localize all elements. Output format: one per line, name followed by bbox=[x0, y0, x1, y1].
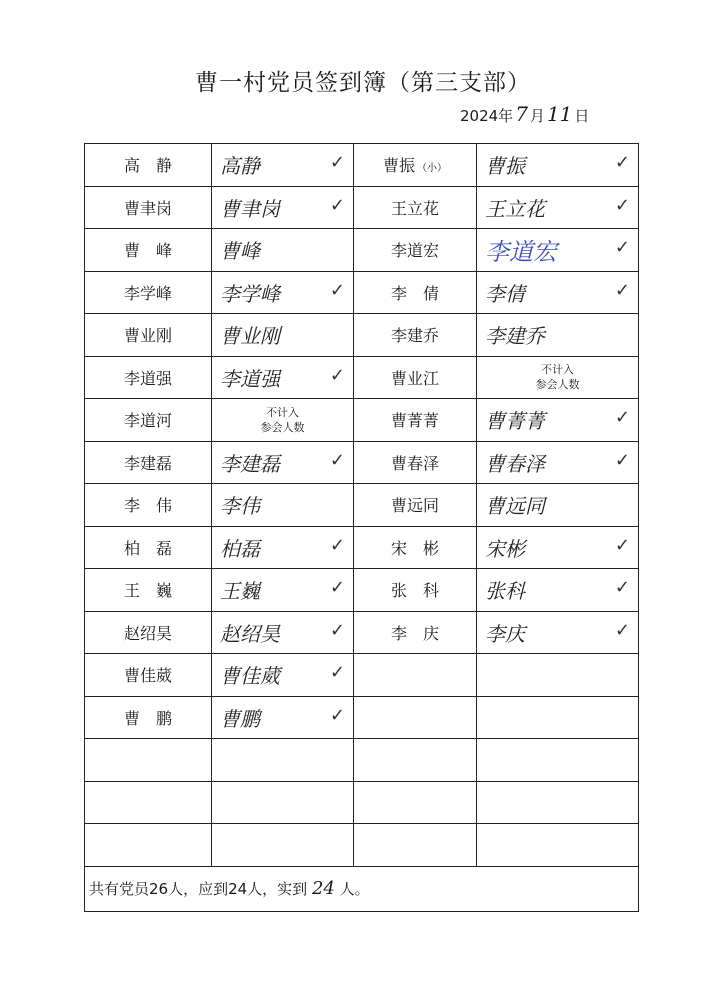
signature-cell bbox=[477, 739, 639, 782]
summary-attended-handwritten: 24 bbox=[311, 878, 335, 899]
signature-cell bbox=[477, 824, 639, 867]
member-name: 曹振 bbox=[382, 156, 415, 176]
handwritten-signature: 李道宏 bbox=[485, 238, 557, 266]
table-row bbox=[85, 441, 639, 484]
sign-in-table bbox=[84, 143, 639, 912]
signature-cell bbox=[477, 484, 639, 527]
member-name-cell bbox=[85, 144, 212, 187]
not-counted-note-line: 不计入 bbox=[541, 363, 574, 377]
member-name-cell bbox=[85, 569, 212, 612]
member-name-cell bbox=[354, 271, 477, 314]
signature-cell bbox=[477, 654, 639, 697]
member-name-cell bbox=[354, 739, 477, 782]
checkmark-icon: ✓ bbox=[614, 619, 630, 641]
not-counted-note-line: 不计入 bbox=[266, 405, 299, 419]
checkmark-icon: ✓ bbox=[329, 194, 345, 216]
table-row bbox=[85, 484, 639, 527]
signature-cell bbox=[477, 611, 639, 654]
signature-cell bbox=[477, 696, 639, 739]
member-name-cell bbox=[354, 314, 477, 357]
member-name-cell bbox=[354, 229, 477, 272]
table-row bbox=[85, 739, 639, 782]
table-row bbox=[85, 229, 639, 272]
signature-cell bbox=[212, 441, 354, 484]
checkmark-icon: ✓ bbox=[329, 449, 345, 471]
handwritten-signature: 高静 bbox=[220, 154, 260, 178]
member-name-cell bbox=[354, 611, 477, 654]
member-name: 李建磊 bbox=[123, 453, 172, 473]
signature bbox=[212, 357, 353, 399]
member-name-suffix: （小） bbox=[417, 163, 447, 175]
table-row bbox=[85, 824, 639, 867]
member-name: 李道宏 bbox=[390, 241, 439, 261]
signature bbox=[212, 484, 353, 526]
signature bbox=[212, 272, 353, 314]
member-name: 李学峰 bbox=[123, 283, 172, 303]
checkmark-icon: ✓ bbox=[614, 449, 630, 471]
handwritten-signature: 曹鹏 bbox=[220, 706, 260, 731]
member-name-cell bbox=[85, 526, 212, 569]
signature-cell bbox=[477, 781, 639, 824]
signature-cell bbox=[477, 186, 639, 229]
member-name-cell bbox=[354, 144, 477, 187]
member-name: 赵绍昊 bbox=[123, 623, 172, 643]
signature-cell bbox=[477, 144, 639, 187]
handwritten-signature: 李建乔 bbox=[485, 324, 545, 348]
signature bbox=[477, 569, 638, 611]
signature bbox=[212, 314, 353, 356]
member-name: 曹春泽 bbox=[390, 453, 439, 473]
member-name: 张 科 bbox=[390, 581, 439, 601]
checkmark-icon: ✓ bbox=[329, 704, 345, 726]
member-name-cell bbox=[85, 824, 212, 867]
signature-cell bbox=[212, 611, 354, 654]
signature bbox=[212, 144, 353, 186]
handwritten-signature: 赵绍昊 bbox=[220, 621, 280, 646]
table-row bbox=[85, 611, 639, 654]
date-day-label: 日 bbox=[574, 107, 590, 125]
member-name: 李 庆 bbox=[390, 623, 439, 643]
signature bbox=[212, 654, 353, 696]
checkmark-icon: ✓ bbox=[614, 237, 630, 258]
member-name: 曹 鹏 bbox=[123, 708, 172, 728]
handwritten-signature: 李倩 bbox=[485, 281, 525, 306]
member-name-cell bbox=[85, 611, 212, 654]
table-row bbox=[85, 271, 639, 314]
signature-cell bbox=[212, 484, 354, 527]
handwritten-signature: 李庆 bbox=[485, 621, 525, 646]
member-name: 宋 彬 bbox=[390, 538, 439, 558]
member-name: 曹佳葳 bbox=[123, 666, 172, 686]
checkmark-icon: ✓ bbox=[329, 577, 345, 598]
signature bbox=[477, 442, 638, 484]
summary-suffix: 人。 bbox=[339, 880, 370, 898]
member-name-cell bbox=[85, 314, 212, 357]
signature bbox=[212, 697, 353, 739]
handwritten-signature: 曹佳葳 bbox=[220, 664, 280, 688]
table-row bbox=[85, 186, 639, 229]
handwritten-signature: 曹远同 bbox=[485, 494, 545, 518]
handwritten-signature: 李道强 bbox=[220, 366, 280, 391]
signature-cell bbox=[477, 399, 639, 442]
signature-cell bbox=[212, 144, 354, 187]
checkmark-icon: ✓ bbox=[614, 194, 630, 216]
member-name: 李道强 bbox=[123, 368, 172, 388]
member-name-cell bbox=[85, 229, 212, 272]
summary-row bbox=[85, 866, 639, 911]
signature bbox=[477, 527, 638, 569]
member-name-cell bbox=[85, 186, 212, 229]
checkmark-icon: ✓ bbox=[614, 577, 630, 598]
date-year: 2024年 bbox=[460, 107, 514, 125]
table-row bbox=[85, 526, 639, 569]
member-name-cell bbox=[354, 654, 477, 697]
member-name-cell bbox=[85, 484, 212, 527]
member-name: 柏 磊 bbox=[123, 538, 172, 558]
member-name-cell bbox=[354, 569, 477, 612]
member-name: 李 倩 bbox=[390, 283, 439, 303]
handwritten-signature: 王巍 bbox=[220, 579, 260, 603]
table-row bbox=[85, 356, 639, 399]
handwritten-signature: 曹聿岗 bbox=[220, 196, 280, 221]
handwritten-signature: 李伟 bbox=[220, 494, 260, 518]
member-name: 王 巍 bbox=[123, 581, 172, 601]
handwritten-signature: 李学峰 bbox=[220, 281, 280, 306]
member-name: 曹聿岗 bbox=[123, 198, 172, 218]
member-name: 曹业江 bbox=[390, 368, 439, 388]
member-name: 李 伟 bbox=[123, 496, 172, 516]
signature-cell bbox=[212, 781, 354, 824]
signature bbox=[477, 484, 638, 526]
signature-cell bbox=[212, 271, 354, 314]
date-day-handwritten: 11 bbox=[546, 102, 573, 126]
signature-cell bbox=[212, 399, 354, 442]
checkmark-icon: ✓ bbox=[329, 619, 345, 641]
signature bbox=[477, 399, 638, 441]
member-name-cell bbox=[85, 739, 212, 782]
signature-cell bbox=[212, 696, 354, 739]
member-name-cell bbox=[85, 781, 212, 824]
signature-cell bbox=[212, 356, 354, 399]
date-month-handwritten: 7 bbox=[515, 102, 528, 126]
handwritten-signature: 宋彬 bbox=[485, 536, 525, 561]
signature bbox=[212, 229, 353, 271]
member-name: 李道河 bbox=[123, 411, 172, 431]
signature-cell bbox=[212, 526, 354, 569]
signature-cell bbox=[477, 271, 639, 314]
signature bbox=[477, 272, 638, 314]
handwritten-signature: 曹菁菁 bbox=[485, 409, 545, 433]
member-name-cell bbox=[354, 824, 477, 867]
not-counted-note-line: 参会人数 bbox=[535, 378, 580, 392]
signature-cell bbox=[212, 229, 354, 272]
member-name: 高 静 bbox=[123, 156, 172, 176]
signature bbox=[212, 612, 353, 654]
signature-cell bbox=[212, 186, 354, 229]
table-row bbox=[85, 314, 639, 357]
checkmark-icon: ✓ bbox=[614, 152, 630, 173]
table-row bbox=[85, 781, 639, 824]
signature-cell bbox=[212, 569, 354, 612]
member-name-cell bbox=[354, 484, 477, 527]
handwritten-signature: 曹春泽 bbox=[485, 451, 545, 476]
not-counted-note bbox=[477, 362, 638, 392]
checkmark-icon: ✓ bbox=[329, 152, 345, 173]
signature-cell bbox=[477, 356, 639, 399]
checkmark-icon: ✓ bbox=[329, 279, 345, 301]
handwritten-signature: 张科 bbox=[485, 579, 525, 603]
signature-cell bbox=[212, 314, 354, 357]
member-name-cell bbox=[85, 696, 212, 739]
signature bbox=[212, 527, 353, 569]
member-name-cell bbox=[85, 654, 212, 697]
handwritten-signature: 曹振 bbox=[485, 154, 525, 178]
member-name-cell bbox=[354, 526, 477, 569]
signature bbox=[212, 569, 353, 611]
summary-prefix: 共有党员26人，应到24人，实到 bbox=[89, 880, 308, 898]
signature bbox=[477, 144, 638, 186]
table-row bbox=[85, 569, 639, 612]
summary-cell bbox=[85, 866, 639, 911]
member-name: 曹菁菁 bbox=[390, 411, 439, 431]
member-name-cell bbox=[354, 441, 477, 484]
date-month-label: 月 bbox=[529, 107, 545, 125]
checkmark-icon: ✓ bbox=[329, 534, 345, 556]
checkmark-icon: ✓ bbox=[614, 407, 630, 428]
signature-cell bbox=[212, 654, 354, 697]
not-counted-note-line: 参会人数 bbox=[260, 420, 305, 434]
member-name: 李建乔 bbox=[390, 326, 439, 346]
signature bbox=[477, 229, 638, 271]
table-row bbox=[85, 696, 639, 739]
member-name: 曹业刚 bbox=[123, 326, 172, 346]
date-line bbox=[460, 102, 589, 126]
handwritten-signature: 曹业刚 bbox=[220, 324, 280, 348]
member-name-cell bbox=[354, 399, 477, 442]
signature bbox=[477, 612, 638, 654]
signature-cell bbox=[477, 314, 639, 357]
member-name-cell bbox=[354, 356, 477, 399]
member-name: 曹 峰 bbox=[123, 241, 172, 261]
table-row bbox=[85, 399, 639, 442]
signature-cell bbox=[477, 229, 639, 272]
handwritten-signature: 曹峰 bbox=[220, 239, 260, 263]
table-row bbox=[85, 144, 639, 187]
member-name-cell bbox=[85, 271, 212, 314]
signature bbox=[477, 187, 638, 229]
member-name-cell bbox=[85, 356, 212, 399]
checkmark-icon: ✓ bbox=[329, 364, 345, 386]
member-name-cell bbox=[354, 781, 477, 824]
member-name: 王立花 bbox=[390, 198, 439, 218]
signature-cell bbox=[477, 569, 639, 612]
page-title: 曹一村党员签到簿（第三支部） bbox=[195, 70, 531, 96]
not-counted-note bbox=[212, 405, 353, 435]
signature bbox=[477, 314, 638, 356]
member-name-cell bbox=[85, 399, 212, 442]
handwritten-signature: 李建磊 bbox=[220, 451, 280, 476]
member-name-cell bbox=[85, 441, 212, 484]
signature-cell bbox=[477, 441, 639, 484]
signature bbox=[212, 442, 353, 484]
handwritten-signature: 王立花 bbox=[485, 196, 545, 221]
member-name-cell bbox=[354, 186, 477, 229]
signature-cell bbox=[212, 824, 354, 867]
table-row bbox=[85, 654, 639, 697]
checkmark-icon: ✓ bbox=[329, 662, 345, 683]
signature-cell bbox=[212, 739, 354, 782]
checkmark-icon: ✓ bbox=[614, 534, 630, 556]
member-name-cell bbox=[354, 696, 477, 739]
checkmark-icon: ✓ bbox=[614, 279, 630, 301]
handwritten-signature: 柏磊 bbox=[220, 536, 260, 561]
signature-cell bbox=[477, 526, 639, 569]
signature bbox=[212, 187, 353, 229]
member-name: 曹远同 bbox=[390, 496, 439, 516]
